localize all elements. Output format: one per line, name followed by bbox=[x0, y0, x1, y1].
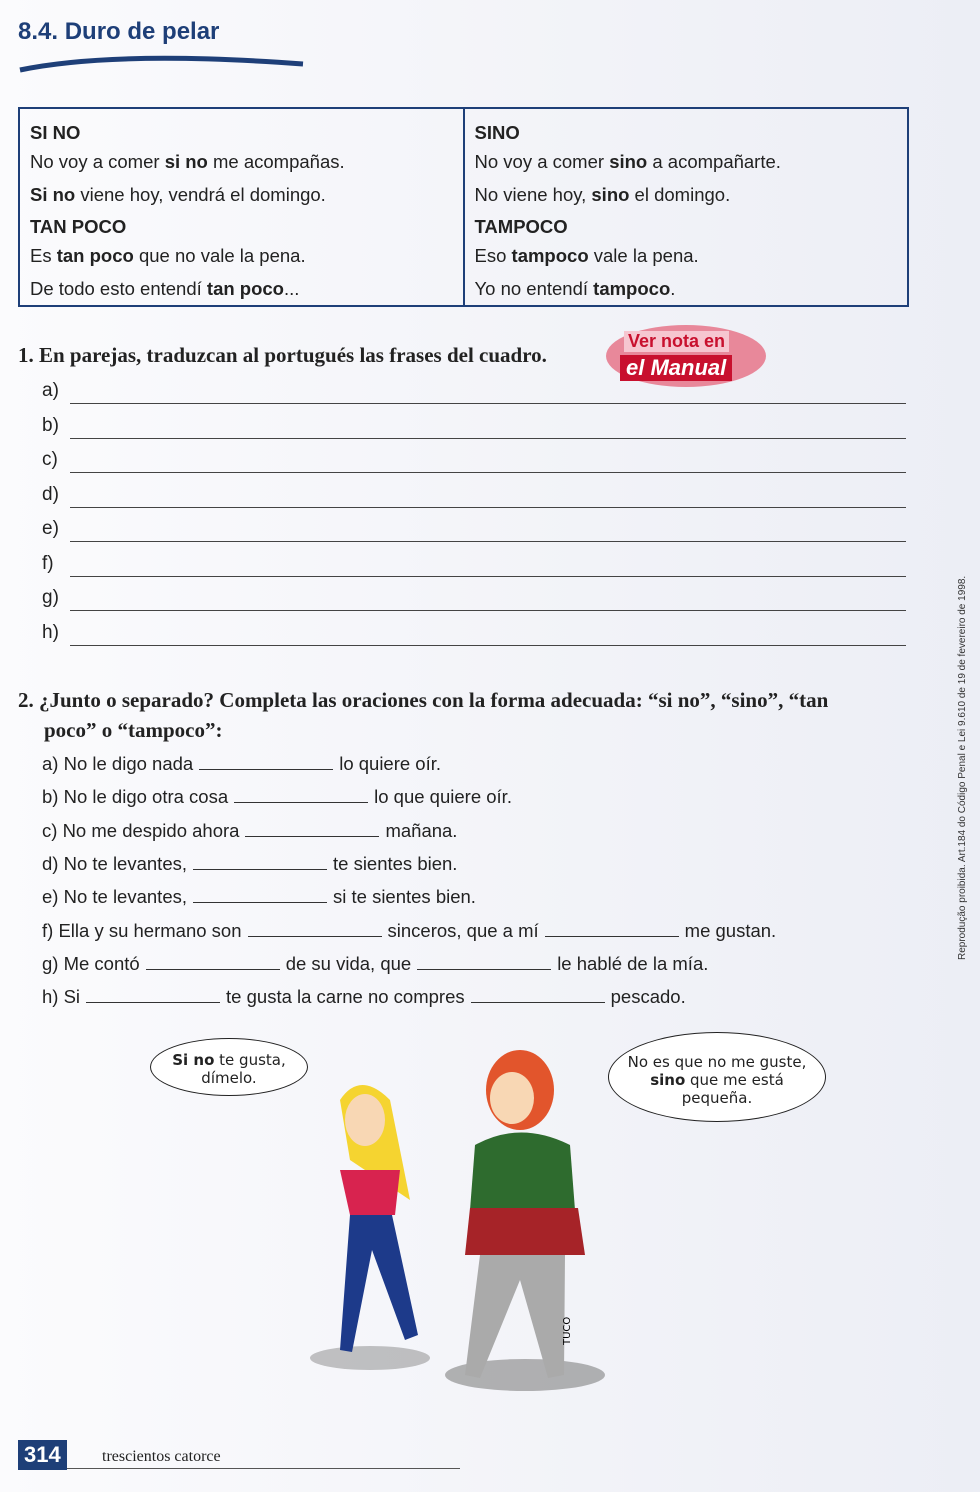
exercise-1-title: 1. En parejas, traduzcan al portugués las frases del cuadro. bbox=[18, 343, 547, 367]
item-label: h) bbox=[42, 621, 59, 643]
translation-line[interactable] bbox=[42, 520, 906, 542]
page-number-words: trescientos catorce bbox=[102, 1448, 221, 1465]
sentence-text: Me contó bbox=[63, 952, 140, 974]
grammar-col-si-no bbox=[20, 109, 463, 305]
fill-in-sentence bbox=[42, 953, 708, 975]
answer-blank[interactable] bbox=[248, 922, 382, 937]
fill-in-sentence bbox=[42, 786, 512, 808]
example: No viene hoy, sino el domingo. bbox=[474, 184, 731, 205]
sentence-text: sinceros, que a mí bbox=[387, 919, 539, 941]
sentence-text: Si bbox=[63, 986, 81, 1008]
sentence-text: pescado. bbox=[610, 986, 686, 1008]
sentence-text: si te sientes bien. bbox=[333, 886, 476, 908]
item-label: c) bbox=[42, 449, 58, 470]
badge-line-1: Ver nota en bbox=[624, 331, 729, 352]
page-number: 314 bbox=[18, 1440, 67, 1470]
translation-line[interactable] bbox=[42, 382, 906, 404]
answer-blank[interactable] bbox=[471, 988, 605, 1003]
title-underline-swoosh bbox=[18, 52, 308, 74]
badge-line-2: el Manual bbox=[620, 355, 732, 381]
copyright-notice: Reprodução proibida. Art.184 do Código Penal e Lei 9.610 de 19 de fevereiro de 1998. bbox=[957, 575, 968, 960]
heading-si-no: SI NO bbox=[30, 122, 81, 143]
item-label: g) bbox=[42, 587, 59, 608]
grammar-box bbox=[18, 107, 909, 307]
translation-line[interactable] bbox=[42, 589, 906, 611]
item-label: e) bbox=[42, 518, 59, 539]
example: Es tan poco que no vale la pena. bbox=[30, 245, 306, 266]
answer-blank[interactable] bbox=[146, 955, 280, 970]
item-label: c) bbox=[42, 819, 58, 841]
example: Eso tampoco vale la pena. bbox=[474, 245, 699, 266]
item-label: h) bbox=[42, 986, 59, 1008]
answer-line[interactable] bbox=[70, 576, 906, 577]
answer-blank[interactable] bbox=[545, 922, 679, 937]
heading-tan-poco: TAN POCO bbox=[30, 216, 127, 237]
fill-in-sentence bbox=[42, 886, 476, 908]
answer-line[interactable] bbox=[70, 507, 906, 508]
sentence-text: de su vida, que bbox=[285, 952, 412, 974]
sentence-text: No te levantes, bbox=[63, 886, 187, 908]
answer-blank[interactable] bbox=[193, 888, 327, 903]
exercise-2-title: 2. ¿Junto o separado? Completa las oraciones con la forma adecuada: “si no”, “sino”, “tan bbox=[18, 688, 829, 712]
exercise-2-title-cont: poco” o “tampoco”: bbox=[44, 718, 223, 742]
answer-blank[interactable] bbox=[417, 955, 551, 970]
fill-in-sentence bbox=[42, 986, 686, 1008]
cartoon-illustration bbox=[280, 1040, 640, 1400]
heading-tampoco: TAMPOCO bbox=[474, 216, 568, 237]
fill-in-sentence bbox=[42, 820, 457, 842]
answer-blank[interactable] bbox=[199, 755, 333, 770]
sentence-text: No te levantes, bbox=[63, 852, 187, 874]
fill-in-sentence bbox=[42, 753, 441, 775]
sentence-text: mañana. bbox=[385, 819, 458, 841]
translation-line[interactable] bbox=[42, 451, 906, 473]
item-label: f) bbox=[42, 552, 54, 574]
sentence-text: me gustan. bbox=[684, 919, 777, 941]
artist-signature: TUCO bbox=[562, 1316, 573, 1345]
fill-in-sentence bbox=[42, 920, 776, 942]
item-label: a) bbox=[42, 753, 59, 774]
item-label: d) bbox=[42, 483, 59, 505]
sentence-text: Ella y su hermano son bbox=[58, 919, 242, 941]
example: No voy a comer sino a acompañarte. bbox=[474, 151, 781, 172]
item-label: e) bbox=[42, 886, 59, 908]
fill-in-sentence bbox=[42, 853, 457, 875]
section-title: 8.4. Duro de pelar bbox=[18, 18, 220, 45]
example: No voy a comer si no me acompañas. bbox=[30, 151, 345, 172]
manual-note-badge bbox=[606, 325, 766, 387]
sentence-text: te gusta la carne no compres bbox=[226, 986, 465, 1008]
example: De todo esto entendí tan poco... bbox=[30, 278, 300, 299]
answer-line[interactable] bbox=[70, 403, 906, 404]
item-label: g) bbox=[42, 952, 59, 974]
answer-blank[interactable] bbox=[234, 788, 368, 803]
sentence-text: No le digo otra cosa bbox=[63, 786, 229, 808]
page-footer bbox=[18, 1440, 460, 1469]
answer-line[interactable] bbox=[70, 610, 906, 611]
answer-line[interactable] bbox=[70, 438, 906, 439]
sentence-text: lo quiere oír. bbox=[339, 753, 442, 774]
speech-bubble-left: Si no te gusta, dímelo. bbox=[150, 1038, 308, 1096]
answer-blank[interactable] bbox=[193, 855, 327, 870]
item-label: b) bbox=[42, 414, 59, 436]
sentence-text: lo que quiere oír. bbox=[374, 786, 512, 808]
example: Si no viene hoy, vendrá el domingo. bbox=[30, 184, 326, 205]
answer-line[interactable] bbox=[70, 541, 906, 542]
example: Yo no entendí tampoco. bbox=[474, 278, 676, 299]
translation-line[interactable] bbox=[42, 621, 906, 646]
sentence-text: le hablé de la mía. bbox=[557, 952, 709, 974]
sentence-text: te sientes bien. bbox=[333, 852, 458, 874]
translation-line[interactable] bbox=[42, 414, 906, 439]
sentence-text: No le digo nada bbox=[63, 753, 194, 774]
heading-sino: SINO bbox=[474, 122, 520, 143]
speech-bubble-right: No es que no me guste, sino que me está pequeña. bbox=[608, 1032, 826, 1122]
grammar-col-sino bbox=[463, 109, 908, 305]
sentence-text: No me despido ahora bbox=[62, 819, 240, 841]
answer-line[interactable] bbox=[70, 645, 906, 646]
answer-blank[interactable] bbox=[86, 988, 220, 1003]
answer-line[interactable] bbox=[70, 472, 906, 473]
item-label: d) bbox=[42, 852, 59, 874]
item-label: f) bbox=[42, 919, 54, 941]
translation-line[interactable] bbox=[42, 483, 906, 508]
item-label: a) bbox=[42, 380, 59, 401]
item-label: b) bbox=[42, 786, 59, 808]
answer-blank[interactable] bbox=[245, 822, 379, 837]
translation-line[interactable] bbox=[42, 552, 906, 577]
